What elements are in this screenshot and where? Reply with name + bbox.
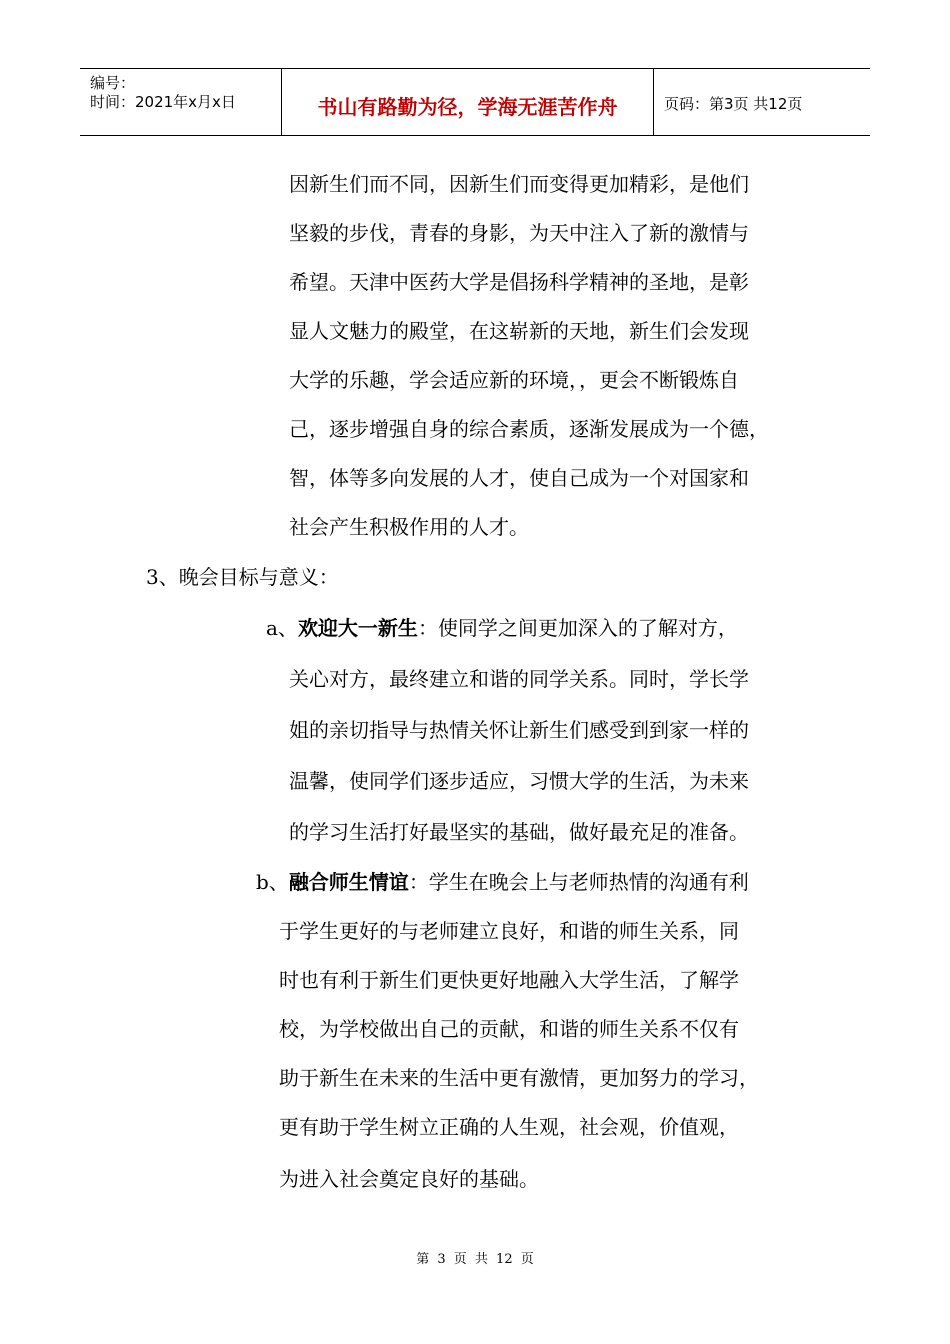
item-a-line: 姐的亲切指导与热情关怀让新生们感受到到家一样的 [289,718,749,742]
intro-line: 大学的乐趣，学会适应新的环境，，更会不断锻炼自 [289,368,739,392]
header-right-cell [654,69,870,135]
header-left-cell [80,69,282,135]
section-title: 3、晚会目标与意义： [146,565,339,589]
intro-line: 希望。天津中医药大学是倡扬科学精神的圣地，是彰 [289,270,749,294]
intro-line: 坚毅的步伐，青春的身影，为天中注入了新的激情与 [289,221,749,245]
item-a-first-line [266,614,738,642]
item-a-text: ：使同学之间更加深入的了解对方， [417,616,738,640]
intro-line: 显人文魅力的殿堂，在这崭新的天地，新生们会发现 [289,319,749,343]
item-b-title: 融合师生情谊 [288,870,409,894]
item-a-line: 的学习生活打好最坚实的基础，做好最充足的准备。 [289,820,749,844]
item-b-line: 为进入社会奠定良好的基础。 [279,1167,539,1191]
item-b-line: 更有助于学生树立正确的人生观，社会观，价值观， [279,1115,739,1139]
item-a-prefix: a、 [266,616,298,640]
header-table [80,68,870,136]
intro-line: 己，逐步增强自身的综合素质，逐渐发展成为一个德， [289,417,769,441]
document-code-label: 编号： [90,74,136,92]
item-a-title: 欢迎大一新生 [297,616,418,640]
intro-line: 智，体等多向发展的人才，使自己成为一个对国家和 [289,466,749,490]
header-page-label: 页码：第3页 共12页 [664,95,803,113]
item-b-line: 于学生更好的与老师建立良好，和谐的师生关系，同 [279,919,739,943]
item-b-prefix: b、 [256,870,289,894]
intro-line: 社会产生积极作用的人才。 [289,515,529,539]
document-date-label: 时间：2021年x月x日 [90,93,236,111]
header-motto: 书山有路勤为径，学海无涯苦作舟 [317,95,618,119]
item-b-line: 时也有利于新生们更快更好地融入大学生活，了解学 [279,968,739,992]
page-footer: 第 3 页 共 12 页 [416,1252,534,1267]
item-b-line: 校，为学校做出自己的贡献，和谐的师生关系不仅有 [279,1017,739,1041]
item-b-text: ：学生在晚会上与老师热情的沟通有利 [408,870,749,894]
item-b-line: 助于新生在未来的生活中更有激情，更加努力的学习， [279,1066,759,1090]
intro-line: 因新生们而不同，因新生们而变得更加精彩，是他们 [289,172,749,196]
item-b-first-line [256,868,749,896]
item-a-line: 温馨，使同学们逐步适应，习惯大学的生活，为未来 [289,769,749,793]
header-middle-cell [282,69,654,135]
item-a-line: 关心对方，最终建立和谐的同学关系。同时，学长学 [289,667,749,691]
